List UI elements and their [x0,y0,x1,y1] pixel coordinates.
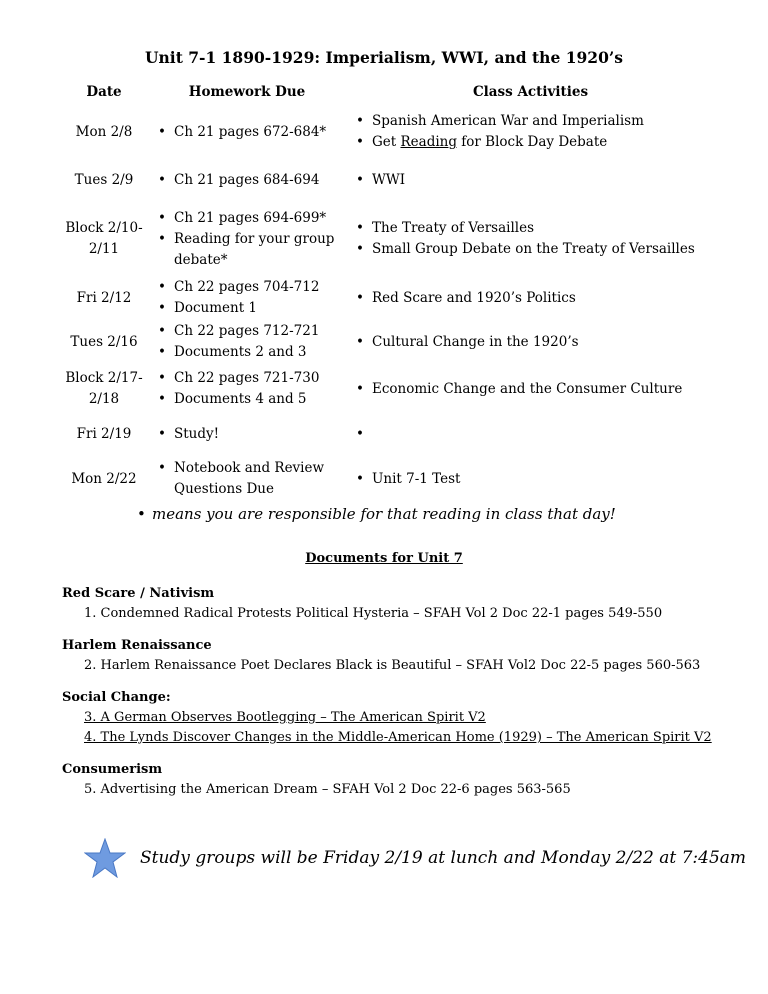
study-groups-note: Study groups will be Friday 2/19 at lunch and Monday 2/22 at 7:45am [140,848,747,868]
table-row [60,454,715,504]
doc-section-consumerism [62,760,571,800]
row-date: Mon 2/8 [75,123,133,140]
section-heading: Harlem Renaissance [62,638,212,653]
header-homework: Homework Due [188,83,306,100]
table-row [60,276,715,320]
homework-item: • Ch 22 pages 704-712 [174,277,342,298]
responsibility-note: means you are responsible for that reading in class that day! [152,505,616,523]
note-bullet-icon: • [137,505,146,523]
section-heading: Red Scare / Nativism [62,586,215,601]
row-date: Block 2/10-2/11 [65,220,143,257]
document-item: 4. The Lynds Discover Changes in the Middle-American Home (1929) – The American Spirit V2 [84,730,712,745]
activity-item [372,424,711,445]
activity-item: • Economic Change and the Consumer Culture [372,379,711,400]
doc-section-red-scare [62,584,662,624]
table-row [60,320,715,364]
homework-item: • Reading for your group debate* [174,229,342,271]
document-item: 1. Condemned Radical Protests Political Hysteria – SFAH Vol 2 Doc 22-1 pages 549-550 [84,606,663,621]
row-date: Tues 2/9 [74,171,134,188]
homework-item: • Documents 2 and 3 [174,342,342,363]
activity-item: • Small Group Debate on the Treaty of Versailles [372,239,711,260]
page-title: Unit 7-1 1890-1929: Imperialism, WWI, and the 1920’s [145,48,623,67]
document-item: 3. A German Observes Bootlegging – The American Spirit V2 [84,710,486,725]
header-date: Date [86,83,122,100]
section-heading: Consumerism [62,762,163,777]
activity-item: • Cultural Change in the 1920’s [372,332,711,353]
row-date: Tues 2/16 [70,333,138,350]
document-item: 2. Harlem Renaissance Poet Declares Black is Beautiful – SFAH Vol2 Doc 22-5 pages 560-563 [84,658,701,673]
documents-title: Documents for Unit 7 [305,551,463,566]
activity-item: • Unit 7-1 Test [372,469,711,490]
homework-item: • Study! [174,424,342,445]
homework-item: • Ch 21 pages 672-684* [174,122,342,143]
row-date: Mon 2/22 [71,470,137,487]
homework-item: • Documents 4 and 5 [174,389,342,410]
row-date: Block 2/17-2/18 [65,370,143,407]
table-row [60,414,715,454]
table-row [60,364,715,414]
homework-item: • Document 1 [174,298,342,319]
activity-item: • WWI [372,170,711,191]
homework-item: • Ch 21 pages 694-699* [174,208,342,229]
homework-item: • Ch 22 pages 721-730 [174,368,342,389]
homework-item: • Ch 22 pages 712-721 [174,321,342,342]
table-header-row [60,78,715,106]
homework-item: • Notebook and Review Questions Due [174,458,342,500]
schedule-table [60,78,715,504]
document-item: 5. Advertising the American Dream – SFAH Vol 2 Doc 22-6 pages 563-565 [84,782,571,797]
row-date: Fri 2/19 [76,425,132,442]
section-heading: Social Change: [62,690,171,705]
homework-item: • Ch 21 pages 684-694 [174,170,342,191]
table-row [60,106,715,158]
activity-item: • The Treaty of Versailles [372,218,711,239]
row-date: Fri 2/12 [76,289,132,306]
star-icon [84,838,126,878]
header-activities: Class Activities [472,83,589,100]
table-row [60,202,715,276]
activity-item: • Spanish American War and Imperialism [372,111,711,132]
doc-section-social-change [62,688,712,748]
table-row [60,158,715,202]
activity-item: • Red Scare and 1920’s Politics [372,288,711,309]
activity-item: • Get Reading for Block Day Debate [372,132,711,153]
doc-section-harlem [62,636,700,676]
